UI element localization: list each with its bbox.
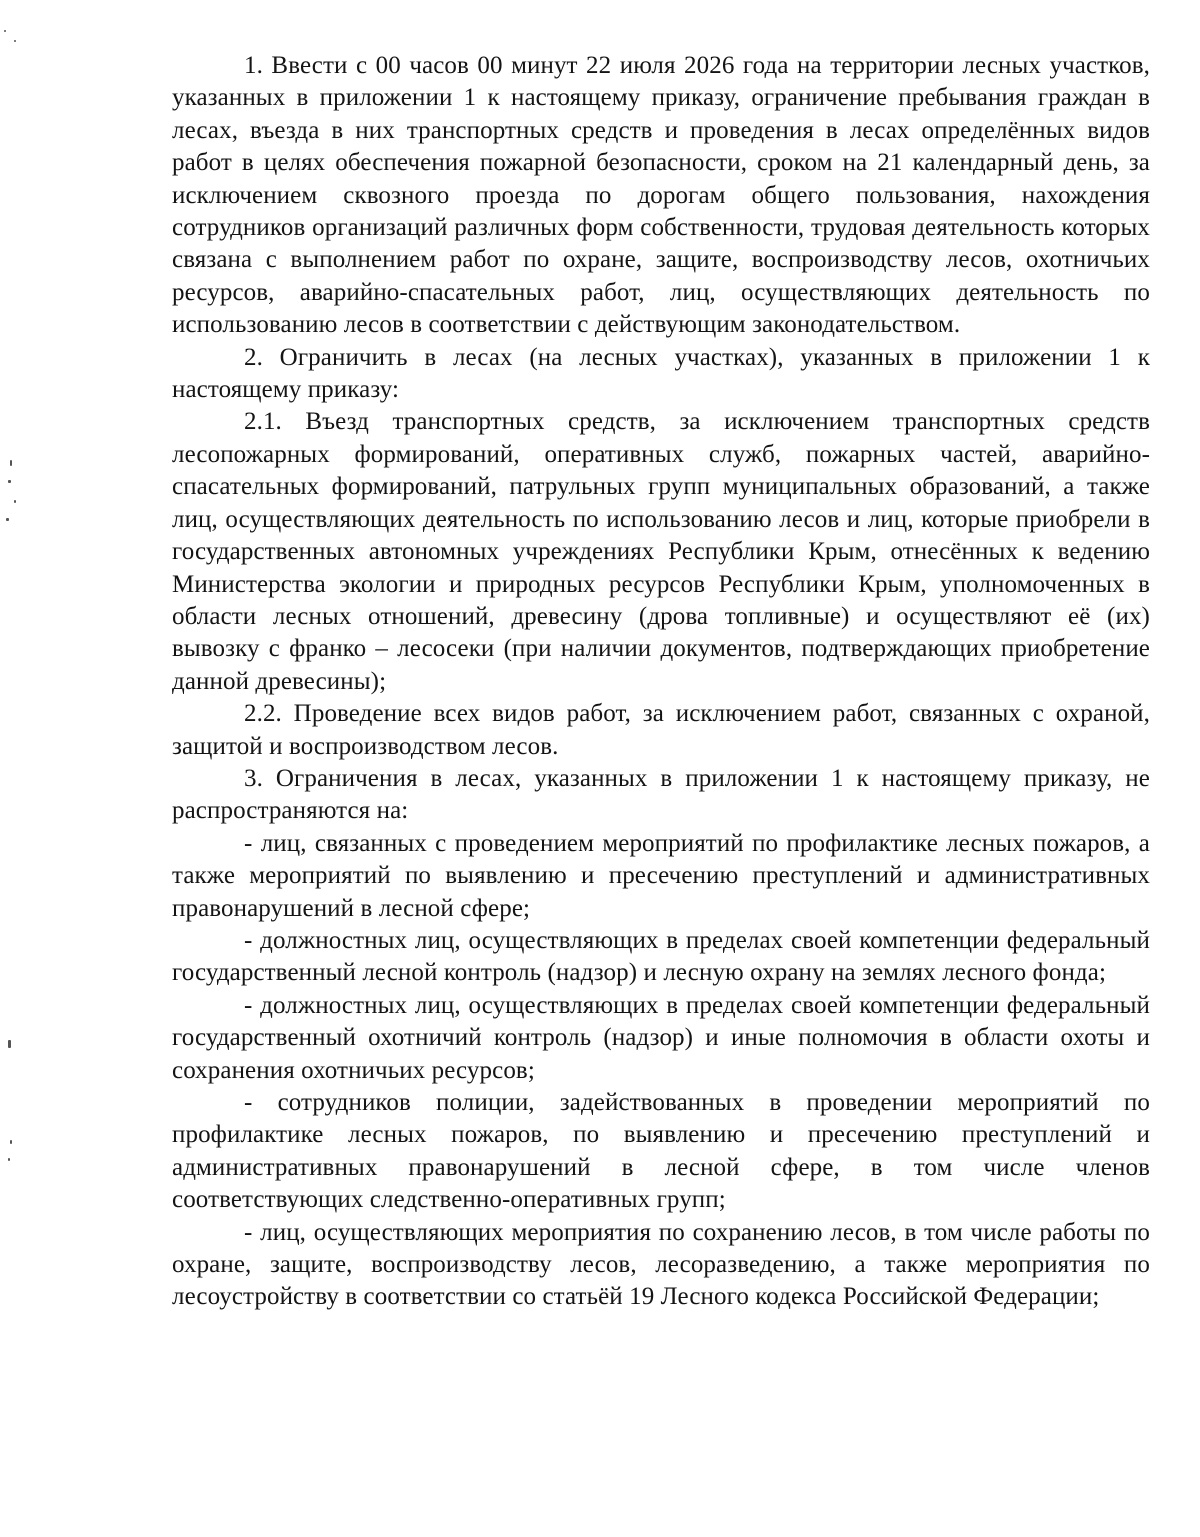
paragraph-2-1: 2.1. Въезд транспортных средств, за исключением транспортных средств лесопожарных формирований, оперативных служб, пожарных частей, аварийно-спасательных формирований, патрульных групп муниципальных образований, а также лиц, осуществляющих деятельность по использованию лесов и лиц, которые приобрели в государственных автономных учреждениях Республики Крым, отнесённых к ведению Министерства экологии и природных ресурсов Республики Крым, уполномоченных в области лесных отношений, древесину (дрова топливные) и осуществляют её (их) вывозку с франко – лесосеки (при наличии документов, подтверждающих приобретение данной древесины);	[172, 408, 1150, 695]
document-body	[172, 50, 1150, 1314]
exception-item: - должностных лиц, осуществляющих в пределах своей компетенции федеральный государственный охотничий контроль (надзор) и иные полномочия в области охоты и сохранения охотничьих ресурсов;	[172, 991, 1150, 1084]
exception-item: - сотрудников полиции, задействованных в проведении мероприятий по профилактике лесных пожаров, по выявлению и пресечению преступлений и административных правонарушений в лесной сфере, в том числе членов соответствующих следственно-оперативных групп;	[172, 1089, 1150, 1214]
scan-mark	[14, 500, 16, 503]
scan-mark	[10, 460, 12, 466]
paragraph-2-2: 2.2. Проведение всех видов работ, за исключением работ, связанных с охраной, защитой и воспроизводством лесов.	[172, 700, 1150, 760]
scan-mark	[8, 480, 11, 483]
exception-item: - лиц, связанных с проведением мероприятий по профилактике лесных пожаров, а также мероприятий по выявлению и пресечению преступлений и административных правонарушений в лесной сфере;	[172, 829, 1150, 922]
paragraph-1: 1. Ввести с 00 часов 00 минут 22 июля 2026 года на территории лесных участков, указанных в приложении 1 к настоящему приказу, ограничение пребывания граждан в лесах, въезда в них транспортных средств и проведения в лесах определённых видов работ в целях обеспечения пожарной безопасности, сроком на 21 календарный день, за исключением сквозного проезда по дорогам общего пользования, нахождения сотрудников организаций различных форм собственности, трудовая деятельность которых связана с выполнением работ по охране, защите, воспроизводству лесов, охотничьих ресурсов, аварийно-спасательных работ, лиц, осуществляющих деятельность по использованию лесов в соответствии с действующим законодательством.	[172, 52, 1150, 339]
scan-mark	[8, 1040, 11, 1048]
scan-mark	[14, 40, 16, 42]
scan-mark	[10, 1140, 12, 1144]
scan-mark	[6, 518, 9, 521]
paragraph-3: 3. Ограничения в лесах, указанных в приложении 1 к настоящему приказу, не распространяются на:	[172, 764, 1150, 825]
scan-mark	[8, 1158, 10, 1161]
exception-item: - лиц, осуществляющих мероприятия по сохранению лесов, в том числе работы по охране, защите, воспроизводству лесов, лесоразведению, а также мероприятия по лесоустройству в соответствии со статьёй 19 Лесного кодекса Российской Федерации;	[172, 1218, 1150, 1311]
paragraph-2: 2. Ограничить в лесах (на лесных участках), указанных в приложении 1 к настоящему приказу:	[172, 343, 1150, 404]
exception-item: - должностных лиц, осуществляющих в пределах своей компетенции федеральный государственный лесной контроль (надзор) и лесную охрану на землях лесного фонда;	[172, 926, 1150, 987]
scan-mark	[4, 30, 6, 32]
